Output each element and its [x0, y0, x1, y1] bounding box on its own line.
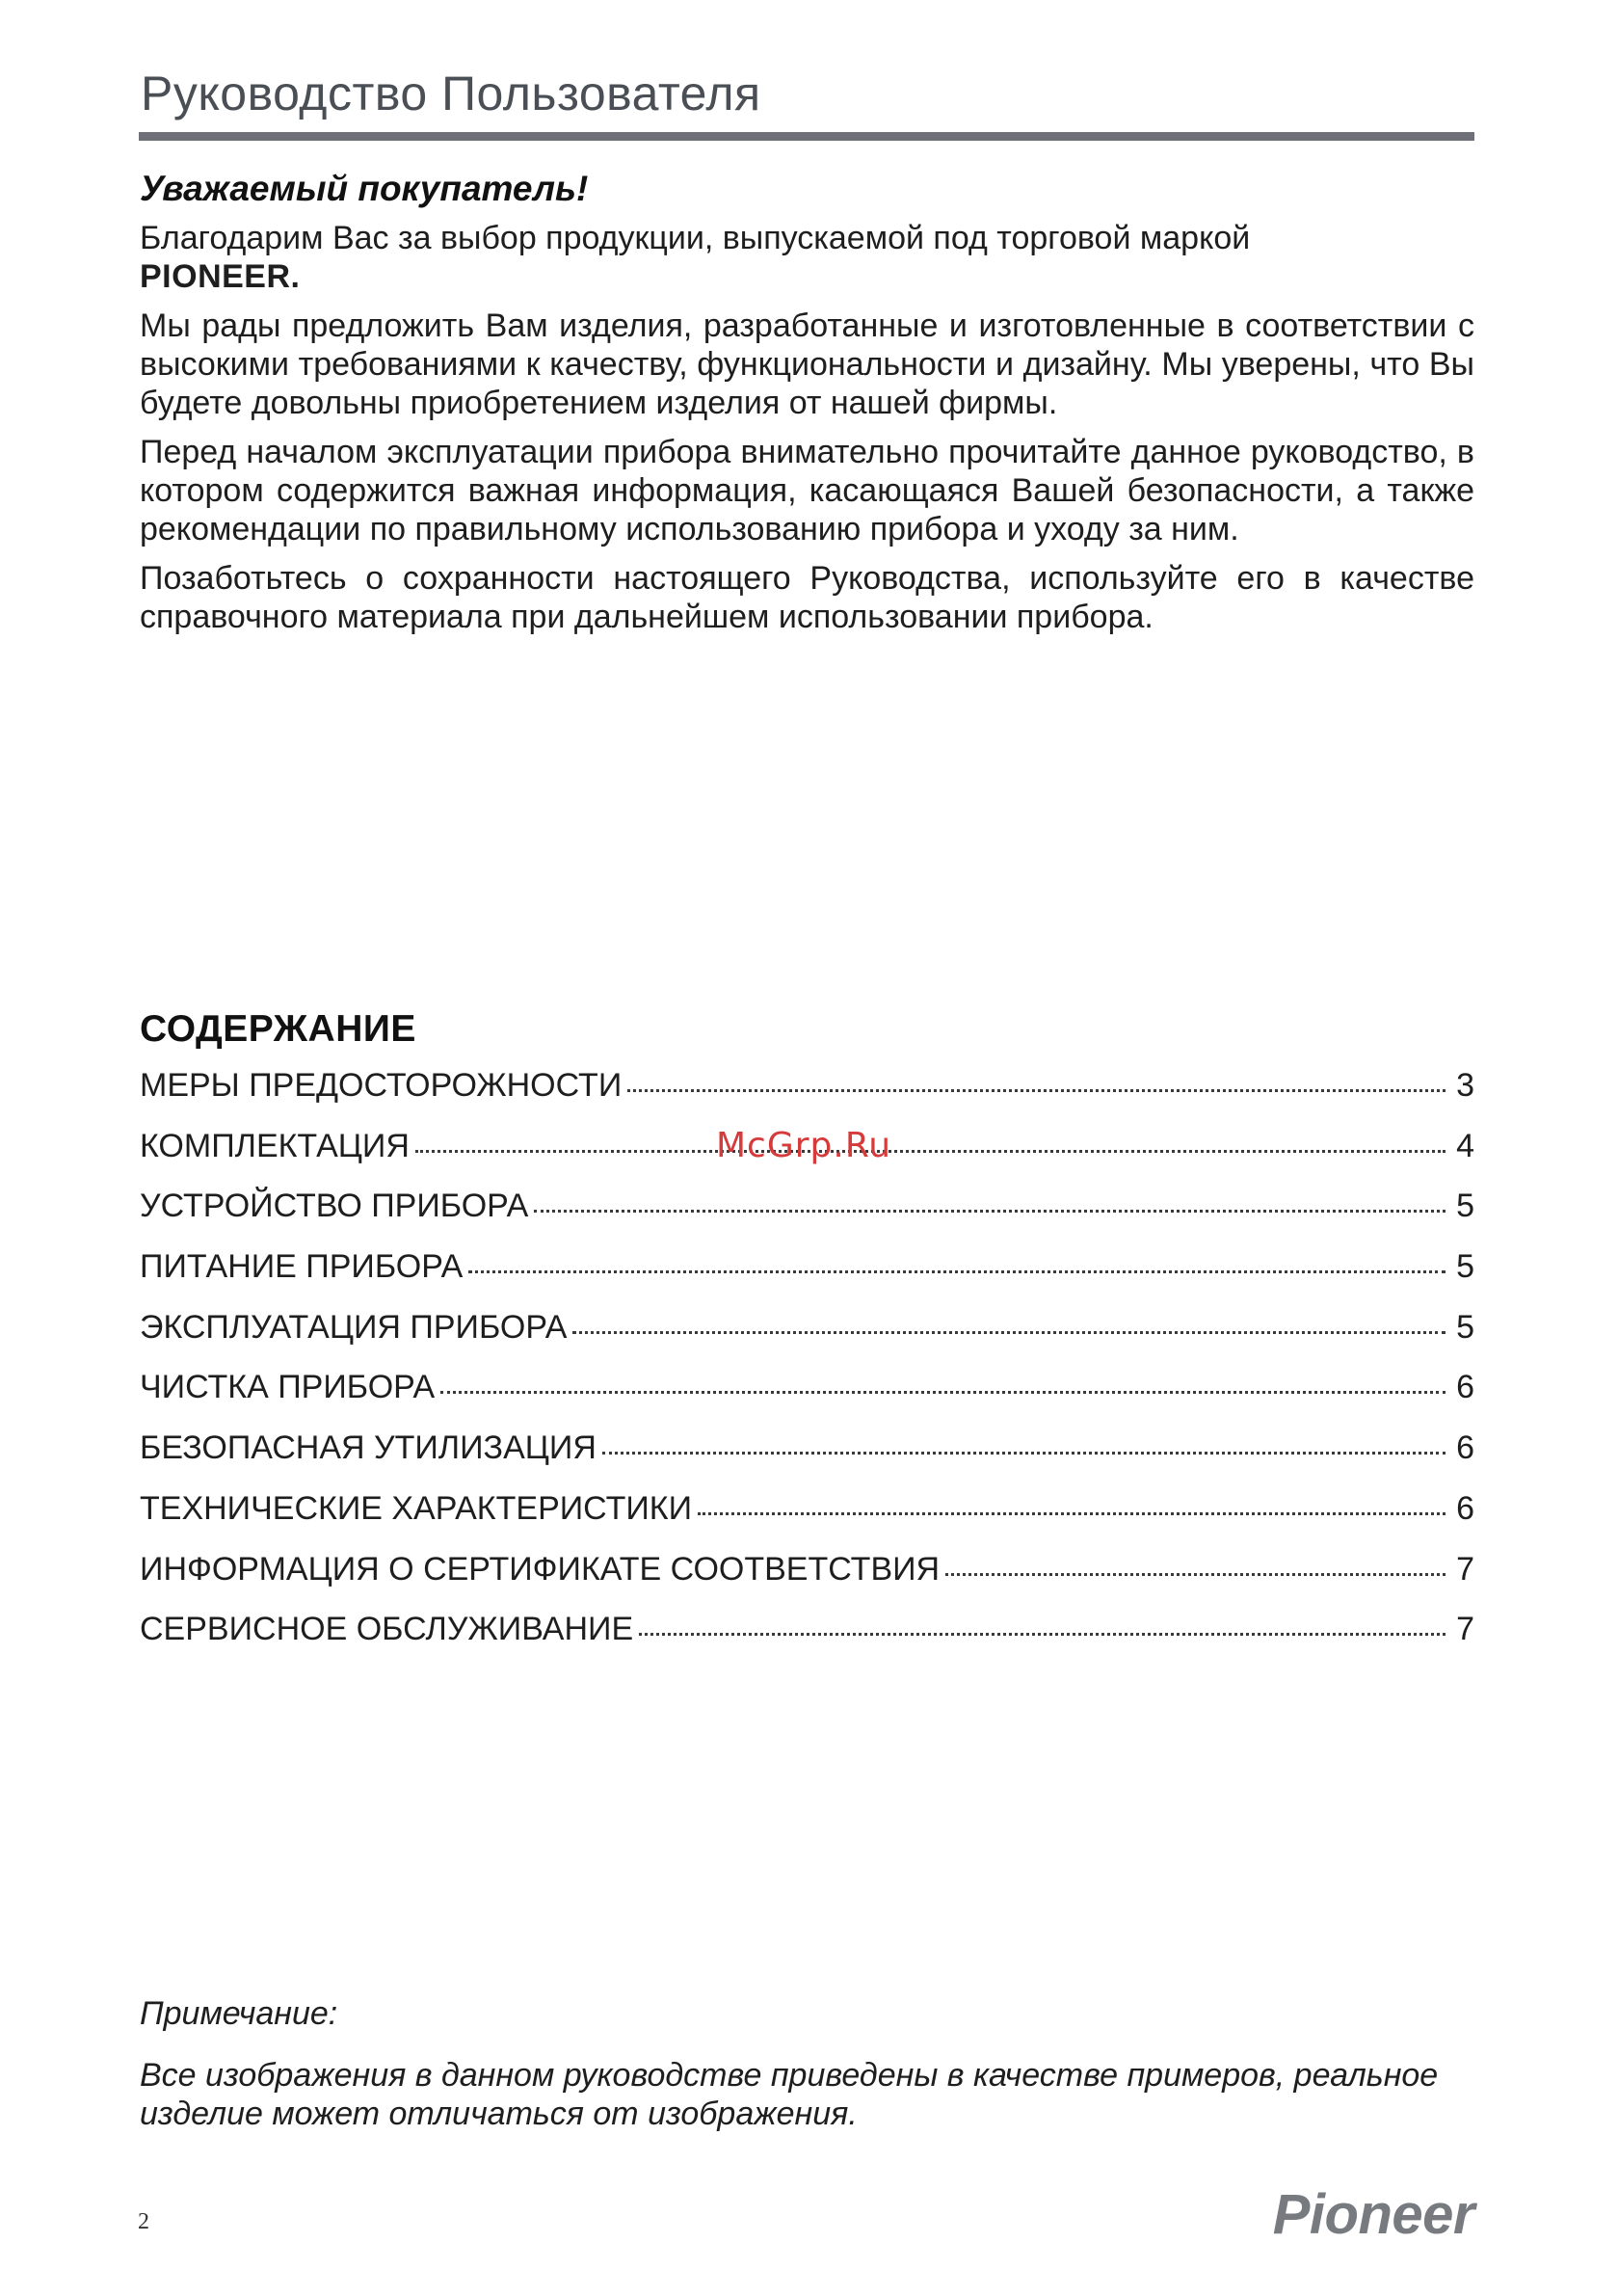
brand-logo: Pioneer	[1272, 2183, 1474, 2246]
toc-entry-page: 5	[1456, 1308, 1474, 1346]
toc-dot-leader	[468, 1270, 1446, 1273]
toc-entry-title: МЕРЫ ПРЕДОСТОРОЖНОСТИ	[140, 1067, 623, 1104]
toc-dot-leader	[534, 1210, 1446, 1213]
toc-dot-leader	[698, 1512, 1446, 1515]
toc-entry-title: УСТРОЙСТВО ПРИБОРА	[140, 1188, 529, 1225]
toc-entry[interactable]	[140, 1611, 1474, 1671]
toc-entry-page: 6	[1456, 1369, 1474, 1406]
toc-entry-title: СЕРВИСНОЕ ОБСЛУЖИВАНИЕ	[140, 1611, 634, 1648]
toc-dot-leader	[572, 1331, 1446, 1334]
toc-entry-page: 7	[1456, 1611, 1474, 1648]
toc-entry-title: БЕЗОПАСНАЯ УТИЛИЗАЦИЯ	[140, 1429, 597, 1467]
toc-entry[interactable]	[140, 1188, 1474, 1248]
toc-entry[interactable]	[140, 1067, 1474, 1128]
toc-entry-title: ТЕХНИЧЕСКИЕ ХАРАКТЕРИСТИКИ	[140, 1489, 693, 1527]
toc-entry[interactable]	[140, 1490, 1474, 1551]
toc-entry[interactable]	[140, 1369, 1474, 1429]
header-divider	[139, 132, 1474, 141]
toc-entry-page: 6	[1456, 1489, 1474, 1527]
toc-entry-page: 6	[1456, 1429, 1474, 1467]
page-number: 2	[138, 2209, 149, 2234]
toc-entry-title: ЧИСТКА ПРИБОРА	[140, 1369, 436, 1406]
toc-dot-leader	[440, 1391, 1446, 1394]
note-label: Примечание:	[140, 1995, 338, 2032]
greeting-heading: Уважаемый покупатель!	[140, 169, 589, 208]
note-text: Все изображения в данном руководстве приведены в качестве примеров, реальное изделие может отличаться от изображения.	[140, 2057, 1439, 2132]
toc-dot-leader	[415, 1150, 1446, 1153]
intro-paragraph-3: Перед началом эксплуатации прибора внимательно прочитайте данное руководство, в котором содержится важная информация, касающаяся Вашей безопасности, а также рекомендации по правильному использованию прибора и уходу за ним.	[140, 434, 1474, 547]
toc-entry[interactable]	[140, 1248, 1474, 1309]
intro-paragraph-1-text: Благодарим Вас за выбор продукции, выпускаемой под торговой маркой	[140, 220, 1251, 256]
toc-entry-page: 4	[1456, 1127, 1474, 1164]
toc-entry-title: ИНФОРМАЦИЯ О СЕРТИФИКАТЕ СООТВЕТСТВИЯ	[140, 1550, 941, 1588]
toc-entry-page: 3	[1456, 1067, 1474, 1104]
toc-entry-title: ПИТАНИЕ ПРИБОРА	[140, 1248, 464, 1286]
brand-name: PIONEER.	[140, 258, 301, 295]
watermark-text: McGrp.Ru	[716, 1126, 892, 1165]
toc-entry-page: 7	[1456, 1550, 1474, 1588]
toc-heading: СОДЕРЖАНИЕ	[140, 1008, 416, 1050]
toc-entry-page: 5	[1456, 1188, 1474, 1225]
toc-dot-leader	[602, 1452, 1446, 1455]
toc-entry[interactable]	[140, 1429, 1474, 1490]
toc-entry-title: КОМПЛЕКТАЦИЯ	[140, 1127, 410, 1164]
toc-dot-leader	[945, 1573, 1446, 1576]
intro-text	[140, 219, 1474, 647]
toc-dot-leader	[639, 1633, 1446, 1636]
toc-dot-leader	[627, 1089, 1446, 1092]
toc-entry-title: ЭКСПЛУАТАЦИЯ ПРИБОРА	[140, 1308, 568, 1346]
intro-paragraph-1	[140, 219, 1474, 296]
toc-entry[interactable]	[140, 1551, 1474, 1612]
intro-paragraph-4: Позаботьтесь о сохранности настоящего Руководства, используйте его в качестве справочного материала при дальнейшем использовании прибора.	[140, 560, 1474, 635]
page-header-title: Руководство Пользователя	[141, 67, 761, 120]
intro-paragraph-2: Мы рады предложить Вам изделия, разработанные и изготовленные в соответствии с высокими требованиями к качеству, функциональности и дизайну. Мы уверены, что Вы будете довольны приобретением изделия от нашей фирмы.	[140, 307, 1474, 421]
toc-entry[interactable]	[140, 1309, 1474, 1370]
toc-entry-page: 5	[1456, 1248, 1474, 1286]
